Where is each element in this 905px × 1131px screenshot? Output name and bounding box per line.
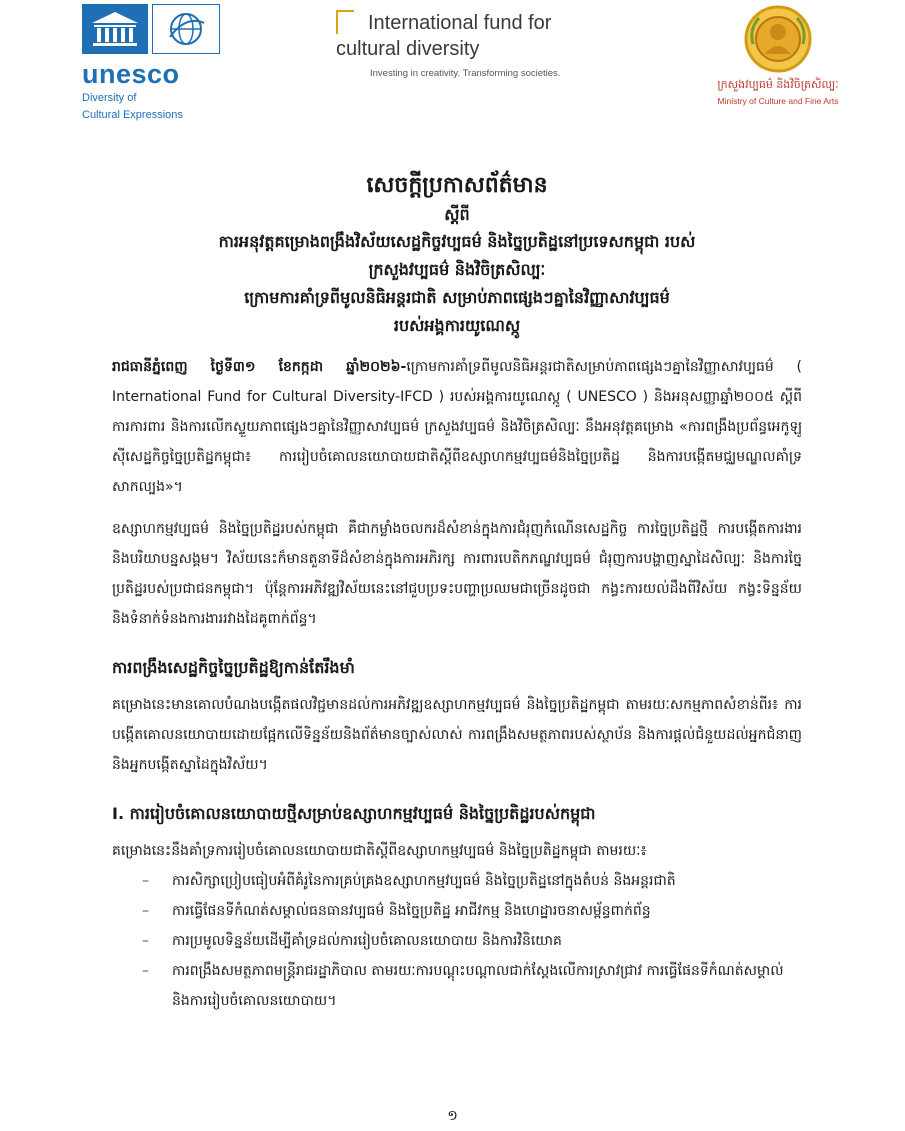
list-item-text: ការធ្វើផែនទីកំណត់សម្គាល់ធនធានវប្បធម៌ និងច្នៃប្រតិដ្ឋ អាជីវកម្ម និងហេដ្ឋារចនាសម្ព័ន្ធពាក់ព័ន្ធ	[172, 903, 651, 919]
unesco-emblems	[82, 4, 220, 54]
bullet-dash: –	[142, 873, 149, 889]
section-1-heading: I. ការរៀបចំគោលនយោបាយថ្មីសម្រាប់ឧស្សាហកម្មវប្បធម៌ និងច្នៃប្រតិដ្ឋរបស់កម្ពុជា	[112, 804, 596, 823]
ifcd-line-1: International fund for	[368, 12, 552, 34]
page-number: ១	[447, 1108, 458, 1124]
document-title: សេចក្តីប្រកាសព័ត៌មាន	[366, 173, 548, 198]
press-release-body	[112, 170, 802, 1016]
page-header	[0, 0, 905, 140]
globe-icon	[152, 4, 220, 54]
context-paragraph: ឧស្សាហកម្មវប្បធម៌ និងច្នៃប្រតិដ្ឋរបស់កម្ពុជា គឺជាកម្លាំងចលករដ៏សំខាន់ក្នុងការជំរុញកំណើនសេដ្ឋកិច្ច ការច្នៃប្រតិដ្ឋថ្មី ការបង្កើតការងារ និងបរិយាបន្នសង្គម។ វិស័យនេះក៏មានតួនាទីដ៏សំខាន់ក្នុងការអភិរក្ស ការពារបេតិកភណ្ឌវប្បធម៌ ជំរុញការបង្ហាញស្នាដៃសិល្បៈ និងការច្នៃប្រតិដ្ឋរបស់ប្រជាជនកម្ពុជា។ ប៉ុន្តែការអភិវឌ្ឍវិស័យនេះនៅជួបប្រទះបញ្ហាប្រឈមជាច្រើនដូចជា កង្វះការយល់ដឹងពីវិស័យ កង្វះទិន្នន័យ និងទំនាក់ទំនងការងាររវាងដៃគូពាក់ព័ន្ធ។	[112, 521, 802, 627]
bullet-dash: –	[142, 963, 149, 979]
ifcd-logo	[336, 10, 586, 79]
ministry-name-en: Ministry of Culture and Fine Arts	[717, 96, 839, 106]
list-item	[142, 926, 802, 956]
ministry-seal-icon	[743, 4, 813, 74]
intro-paragraph	[112, 352, 802, 502]
unesco-logo	[82, 4, 232, 122]
list-item-text: ការពង្រឹងសមត្ថភាពមន្ត្រីរាជរដ្ឋាភិបាល តាមរយៈការបណ្តុះបណ្តាលជាក់ស្តែងលើការស្រាវជ្រាវ ការធ្វើផែនទីកំណត់សម្គាល់ និងការរៀបចំគោលនយោបាយ។	[172, 963, 784, 1009]
bullet-dash: –	[142, 933, 149, 949]
ministry-logo	[678, 4, 878, 106]
subtitle-line-3: ក្រោមការគាំទ្រពីមូលនិធិអន្តរជាតិ សម្រាប់ភាពផ្សេងៗគ្នានៃវិញ្ញាសាវប្បធម៌	[244, 288, 670, 307]
section-heading: ការពង្រឹងសេដ្ឋកិច្ចច្នៃប្រតិដ្ឋឱ្យកាន់តែរឹងមាំ	[112, 658, 355, 677]
list-item	[142, 896, 802, 926]
ifcd-tagline: Investing in creativity. Transforming societies.	[370, 68, 561, 79]
unesco-subtitle-2: Cultural Expressions	[82, 109, 183, 121]
activity-list	[112, 866, 802, 1016]
bullet-dash: –	[142, 903, 149, 919]
unesco-subtitle-1: Diversity of	[82, 92, 137, 104]
list-item	[142, 956, 802, 1016]
subtitle-line-2: ក្រសួងវប្បធម៌ និងវិចិត្រសិល្បៈ	[368, 260, 546, 279]
subtitle-line-1: ការអនុវត្តគម្រោងពង្រឹងវិស័យសេដ្ឋកិច្ចវប្បធម៌ និងច្នៃប្រតិដ្ឋនៅប្រទេសកម្ពុជា របស់	[218, 232, 696, 251]
ifcd-bracket-icon	[336, 10, 354, 34]
unesco-wordmark: unesco	[82, 59, 180, 89]
intro-text: ក្រោមការគាំទ្រពីមូលនិធិអន្តរជាតិសម្រាប់ភាពផ្សេងៗគ្នានៃវិញ្ញាសាវប្បធម៌ ( International Fund for Cultural Diversity-IFCD ) របស់អង្គការយូណេស្កូ ( UNESCO ) និងអនុសញ្ញាឆ្នាំ២០០៥ ស្តីពីការការពារ និងការលើកស្ទួយភាពផ្សេងៗគ្នានៃវិញ្ញាសាវប្បធម៌ ក្រសួងវប្បធម៌ និងវិចិត្រសិល្បៈ នឹងអនុវត្តគម្រោង «ការពង្រឹងប្រព័ន្ធអេកូឡូស៊ីសេដ្ឋកិច្ចច្នៃប្រតិដ្ឋកម្ពុជា៖ ការរៀបចំគោលនយោបាយជាតិស្តីពីឧស្សាហកម្មវប្បធម៌និងច្នៃប្រតិដ្ឋ និងការបង្កើតមជ្ឈមណ្ឌលគាំទ្រសាកល្បង»។	[112, 359, 802, 495]
subject-label: ស្តីពី	[444, 205, 470, 224]
objective-paragraph: គម្រោងនេះមានគោលបំណងបង្កើតផលវិជ្ជមានដល់ការអភិវឌ្ឍឧស្សាហកម្មវប្បធម៌ និងច្នៃប្រតិដ្ឋកម្ពុជា តាមរយៈសកម្មភាពសំខាន់ពីរ៖ ការបង្កើតគោលនយោបាយដោយផ្អែកលើទិន្នន័យនិងព័ត៌មានច្បាស់លាស់ ការពង្រឹងសមត្ថភាពរបស់ស្ថាប័ន និងការផ្តល់ជំនួយដល់អ្នកជំនាញ និងអ្នកបង្កើតស្នាដៃក្នុងវិស័យ។	[112, 697, 802, 773]
list-item	[142, 866, 802, 896]
list-item-text: ការប្រមូលទិន្នន័យដើម្បីគាំទ្រដល់ការរៀបចំគោលនយោបាយ និងការវិនិយោគ	[172, 933, 562, 949]
unesco-temple-icon	[82, 4, 148, 54]
dateline: រាជធានីភ្នំពេញ ថ្ងៃទី៣១ ខែកក្កដា ឆ្នាំ២០២៦-	[112, 359, 407, 375]
ifcd-line-2: cultural diversity	[336, 38, 480, 60]
section-1-intro: គម្រោងនេះនឹងគាំទ្រការរៀបចំគោលនយោបាយជាតិស្តីពីឧស្សាហកម្មវប្បធម៌ និងច្នៃប្រតិដ្ឋកម្ពុជា តាមរយៈ៖	[112, 843, 647, 859]
ministry-name-km: ក្រសួងវប្បធម៌ និងវិចិត្រសិល្បៈ	[717, 78, 839, 91]
subtitle-line-4: របស់អង្គការយូណេស្កូ	[393, 316, 521, 335]
list-item-text: ការសិក្សាប្រៀបធៀបអំពីគំរូនៃការគ្រប់គ្រងឧស្សាហកម្មវប្បធម៌ និងច្នៃប្រតិដ្ឋនៅក្នុងតំបន់ និងអន្តរជាតិ	[172, 873, 676, 889]
